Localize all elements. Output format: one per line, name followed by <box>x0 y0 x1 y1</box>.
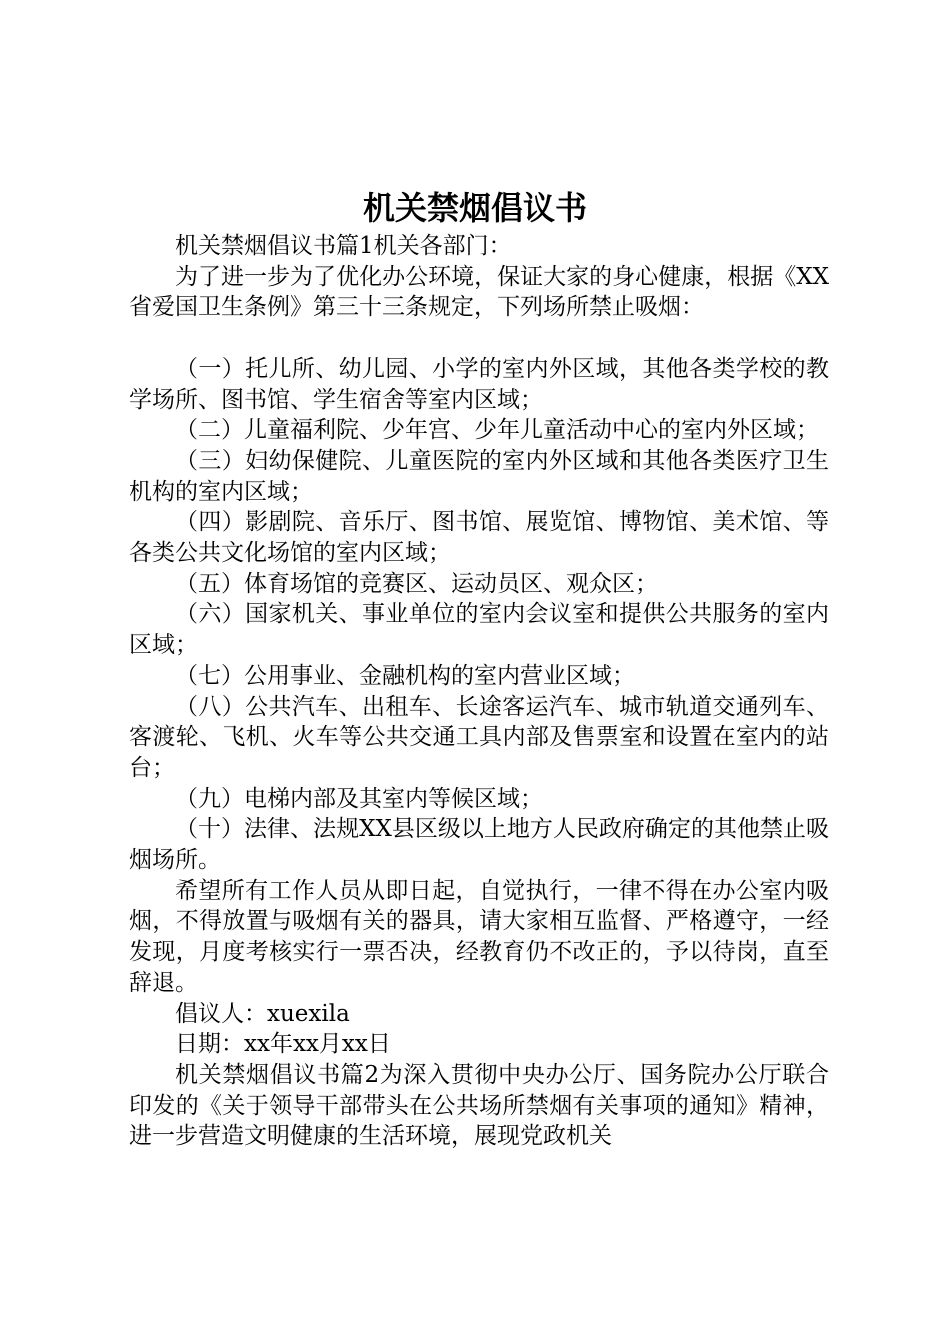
initiator-line: 倡议人：xuexila <box>175 1000 350 1027</box>
list-item-9: （九）电梯内部及其室内等候区域； <box>175 785 543 812</box>
document-body <box>129 231 829 1152</box>
salutation-paragraph: 机关禁烟倡议书篇1机关各部门： <box>175 233 512 259</box>
list-item-8: （八）公共汽车、出租车、长途客运汽车、城市轨道交通列车、客渡轮、飞机、火车等公共交通工具内部及售票室和设置在室内的站台； <box>129 693 829 781</box>
list-item-1: （一）托儿所、幼儿园、小学的室内外区域，其他各类学校的教学场所、图书馆、学生宿舍等室内区域； <box>129 355 829 413</box>
list-item-5: （五）体育场馆的竞赛区、运动员区、观众区； <box>175 570 658 597</box>
intro-paragraph: 为了进一步为了优化办公环境，保证大家的身心健康，根据《XX省爱国卫生条例》第三十三条规定，下列场所禁止吸烟： <box>129 263 829 321</box>
list-item-10: （十）法律、法规XX县区级以上地方人民政府确定的其他禁止吸烟场所。 <box>129 816 829 874</box>
list-item-6: （六）国家机关、事业单位的室内会议室和提供公共服务的室内区域； <box>129 601 829 659</box>
list-item-3: （三）妇幼保健院、儿童医院的室内外区域和其他各类医疗卫生机构的室内区域； <box>129 447 829 505</box>
list-item-2: （二）儿童福利院、少年宫、少年儿童活动中心的室内外区域； <box>175 417 819 444</box>
second-letter-paragraph: 机关禁烟倡议书篇2为深入贯彻中央办公厅、国务院办公厅联合印发的《关于领导干部带头在公共场所禁烟有关事项的通知》精神，进一步营造文明健康的生活环境，展现党政机关 <box>129 1061 829 1150</box>
document-title: 机关禁烟倡议书 <box>362 189 587 227</box>
blank-line <box>129 323 829 354</box>
appeal-paragraph: 希望所有工作人员从即日起，自觉执行，一律不得在办公室内吸烟，不得放置与吸烟有关的器具，请大家相互监督、严格遵守，一经发现，月度考核实行一票否决，经教育仍不改正的，予以待岗，直至辞退。 <box>129 877 829 996</box>
list-item-4: （四）影剧院、音乐厅、图书馆、展览馆、博物馆、美术馆、等各类公共文化场馆的室内区域； <box>129 509 829 567</box>
date-line: 日期：xx年xx月xx日 <box>175 1031 391 1058</box>
list-item-7: （七）公用事业、金融机构的室内营业区域； <box>175 662 635 689</box>
